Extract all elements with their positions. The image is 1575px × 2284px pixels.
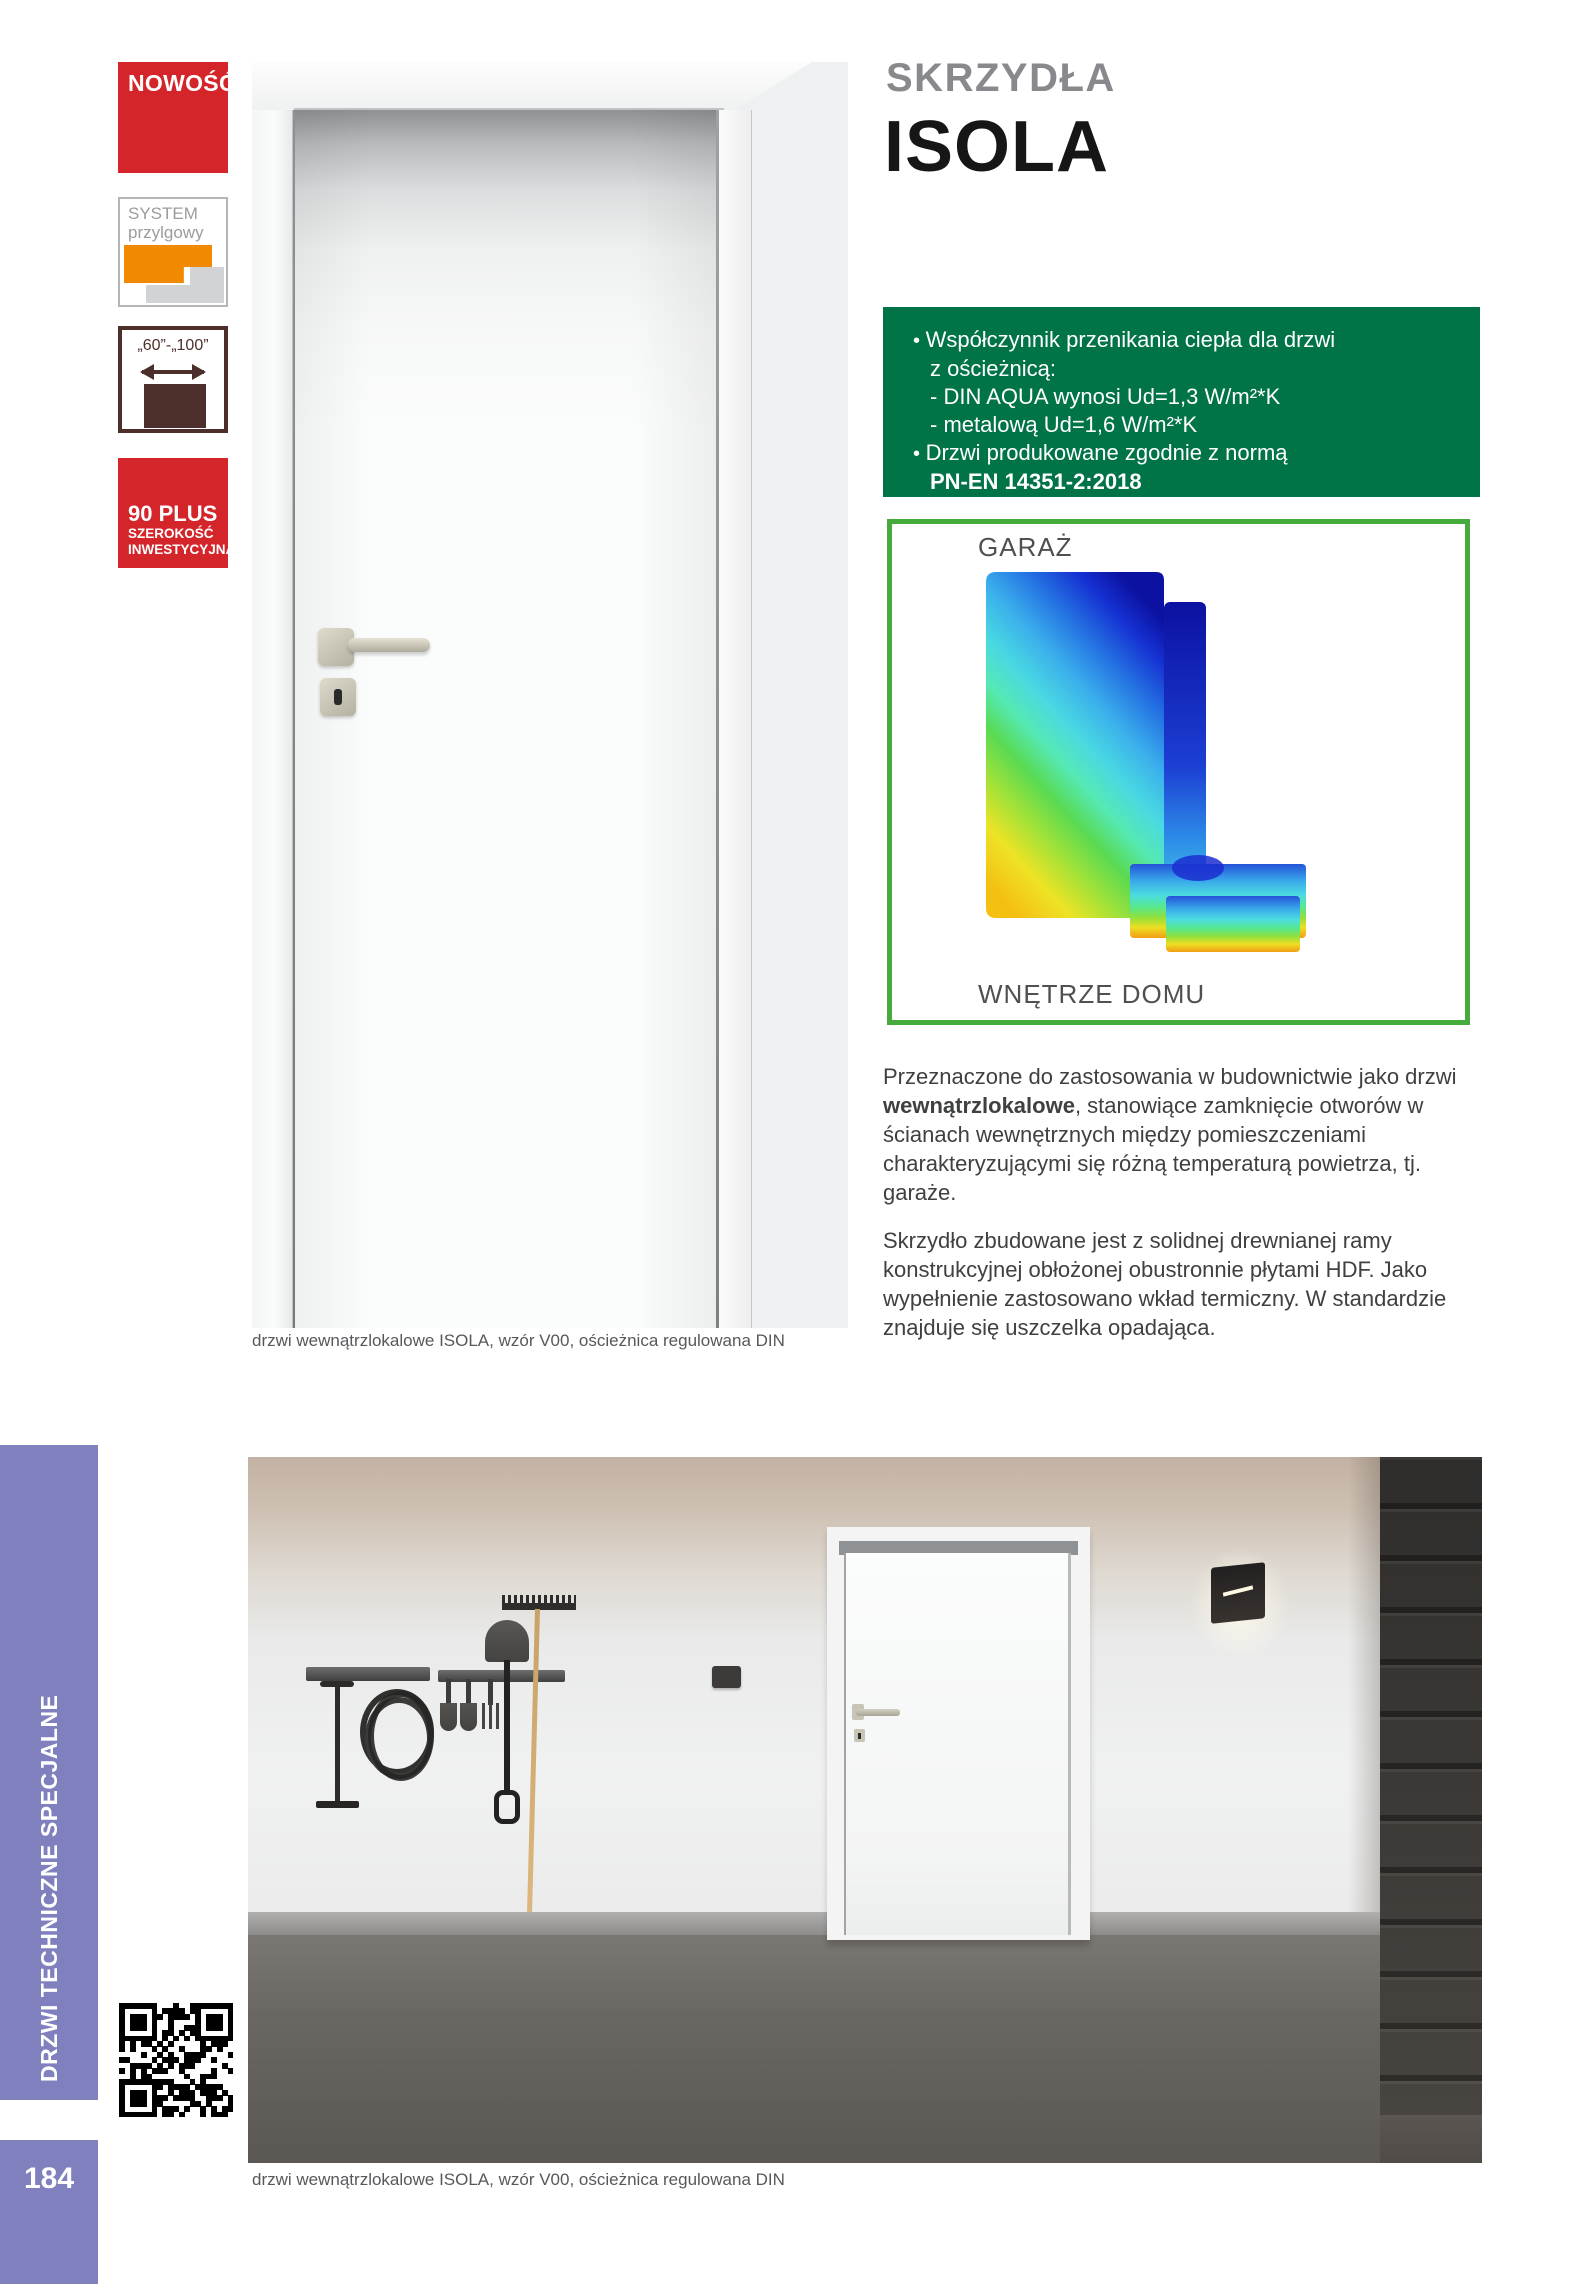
info-box-lines xyxy=(883,326,1480,496)
photo-caption-top: drzwi wewnątrzlokalowe ISOLA, wzór V00, ościeżnica regulowana DIN xyxy=(252,1331,785,1350)
width-badge-line3: INWESTYCYJNA xyxy=(128,542,236,557)
hand-fork-tines xyxy=(482,1703,499,1729)
size-range-badge xyxy=(118,326,228,433)
info-box-line: z ościeżnicą: xyxy=(930,356,1056,381)
door-frame-left xyxy=(252,62,293,1328)
door-leaf-icon xyxy=(144,384,206,428)
category-title: SKRZYDŁA xyxy=(886,56,1116,100)
garage-floor xyxy=(1380,2115,1482,2163)
system-badge-label xyxy=(128,204,204,242)
wall-lamp xyxy=(1211,1562,1265,1624)
product-photo-door xyxy=(252,62,848,1328)
bike-pump-base xyxy=(316,1801,359,1808)
door-leaf xyxy=(295,110,716,1328)
hand-fork-handle xyxy=(488,1679,493,1705)
width-badge-line1: 90 PLUS xyxy=(128,501,218,526)
arrow-head-left xyxy=(132,364,154,380)
arrow-head-right xyxy=(192,364,214,380)
door-leaf xyxy=(846,1553,1068,1935)
lifestyle-photo-garage xyxy=(248,1457,1482,2163)
bullet-icon: • xyxy=(913,443,926,465)
floor xyxy=(248,1935,1380,2163)
frame-step-icon xyxy=(190,267,224,285)
product-title: ISOLA xyxy=(884,107,1110,187)
thermal-diagram-box xyxy=(887,519,1470,1025)
bike-pump xyxy=(335,1685,340,1803)
baseboard xyxy=(248,1912,1380,1935)
thermal-label-garage: GARAŻ xyxy=(978,532,1073,562)
door-frame-right xyxy=(719,110,752,1328)
door-gap-line xyxy=(293,110,295,1328)
thermal-simulation-image xyxy=(970,566,1316,956)
photo-caption-bottom: drzwi wewnątrzlokalowe ISOLA, wzór V00, ościeżnica regulowana DIN xyxy=(252,2170,785,2189)
shovel-shaft xyxy=(504,1660,510,1792)
info-box-line: - DIN AQUA wynosi Ud=1,3 W/m²*K xyxy=(930,384,1281,409)
door-frame-top xyxy=(252,62,812,110)
door-shading xyxy=(295,110,716,1328)
tool-rail xyxy=(438,1670,565,1682)
door-keyhole-plate xyxy=(320,678,356,716)
page-number-block xyxy=(0,2140,98,2284)
keyhole-icon xyxy=(334,689,342,705)
page-number: 184 xyxy=(23,2162,75,2195)
light-switch xyxy=(712,1666,741,1688)
frame-step-icon xyxy=(146,285,224,303)
shovel-blade xyxy=(485,1620,529,1662)
interior-door xyxy=(827,1527,1090,1940)
new-product-badge: NOWOŚĆ xyxy=(118,62,228,173)
door-gap-line xyxy=(1068,1553,1071,1935)
qr-code xyxy=(119,2003,233,2117)
thermal-label-interior: WNĘTRZE DOMU xyxy=(978,979,1206,1009)
garage-sectional-door xyxy=(1380,1457,1482,2163)
bullet-icon: • xyxy=(913,330,926,352)
rebated-system-badge xyxy=(118,197,228,307)
garden-hose-coil xyxy=(368,1691,434,1781)
shovel-grip xyxy=(494,1790,520,1824)
info-box-line: • Współczynnik przenikania ciepła dla drzwi xyxy=(913,327,1336,352)
section-sidebar xyxy=(0,1445,98,2100)
lamp-light-slit xyxy=(1223,1585,1253,1596)
product-description xyxy=(883,1062,1487,1361)
trowel-handle xyxy=(466,1679,471,1705)
width-badge-line2: SZEROKOŚĆ xyxy=(128,526,214,541)
door-handle-lever xyxy=(348,638,430,652)
section-sidebar-label: DRZWI TECHNICZNE SPECJALNE xyxy=(36,1694,62,2082)
description-paragraph-1: Przeznaczone do zastosowania w budownictwie jako drzwi wewnątrzlokalowe, stanowiące zamknięcie otworów w ścianach wewnętrznych między pomieszczeniami charakteryzującymi się różną temperaturą powietrza, tj. garaże. xyxy=(883,1064,1457,1205)
width-arrow-icon xyxy=(132,364,214,380)
door-gap-line xyxy=(844,1553,846,1935)
system-badge-line1: SYSTEM xyxy=(128,204,198,223)
width-90plus-badge xyxy=(118,458,236,568)
keyhole-icon xyxy=(858,1733,861,1739)
thermal-info-box xyxy=(883,307,1480,497)
trowel-blade xyxy=(440,1703,457,1731)
info-box-line: PN-EN 14351-2:2018 xyxy=(930,469,1142,494)
size-range-label: „60”-„100” xyxy=(137,337,209,354)
info-box-line: - metalową Ud=1,6 W/m²*K xyxy=(930,412,1198,437)
trowel-handle xyxy=(446,1679,451,1705)
trowel-blade xyxy=(460,1703,477,1731)
info-box-line: • Drzwi produkowane zgodnie z normą xyxy=(913,440,1288,465)
door-handle-lever xyxy=(856,1709,900,1716)
system-badge-line2: przylgowy xyxy=(128,223,204,242)
tool-rail xyxy=(306,1667,430,1681)
door-keyhole-plate xyxy=(854,1729,865,1742)
description-paragraph-2: Skrzydło zbudowane jest z solidnej drewnianej ramy konstrukcyjnej obłożonej obustronnie płytami HDF. Jako wypełnienie zastosowano wkład termiczny. W standardzie znajduje się uszczelka opadająca. xyxy=(883,1228,1447,1340)
